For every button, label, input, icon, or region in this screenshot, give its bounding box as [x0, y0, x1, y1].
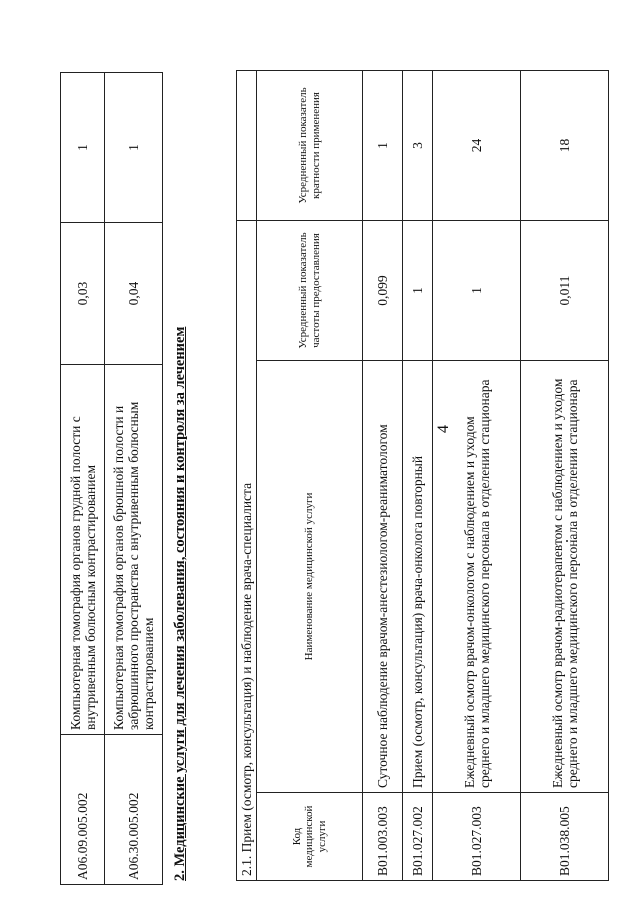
frequency-value: 0,011 [521, 221, 609, 361]
table-row [363, 71, 403, 881]
service-code: B01.027.002 [403, 793, 433, 881]
service-name: Компьютерная томография органов грудной полости с внутривенным болюсным контрастированием [61, 365, 105, 735]
service-name: Компьютерная томография органов брюшной полости и забрюшинного пространства с внутривенным болюсным контрастированием [105, 365, 163, 735]
services-table [236, 70, 609, 881]
service-code: B01.038.005 [521, 793, 609, 881]
multiplicity-value: 1 [61, 73, 105, 223]
header-name: Наименование медицинской услуги [257, 361, 363, 793]
table-row [61, 73, 105, 885]
service-code: A06.09.005.002 [61, 735, 105, 885]
service-name: Ежедневный осмотр врачом-онкологом с наблюдением и уходом среднего и младшего медицинского персонала в отделении стационара [433, 361, 521, 793]
table-row [521, 71, 609, 881]
service-name: Прием (осмотр, консультация) врача-онколога повторный [403, 361, 433, 793]
multiplicity-value: 3 [403, 71, 433, 221]
page-number: 4 [435, 425, 452, 433]
header-row [257, 71, 363, 881]
table-row [433, 71, 521, 881]
service-name: Ежедневный осмотр врачом-радиотерапевтом с наблюдением и уходом среднего и младшего медицинского персонала в отделении стационара [521, 361, 609, 793]
multiplicity-value: 18 [521, 71, 609, 221]
header-code: Код медицинской услуги [257, 793, 363, 881]
header-frequency: Усредненный показатель частоты предоставления [257, 221, 363, 361]
frequency-value: 0,03 [61, 223, 105, 365]
section-heading: 2. Медицинские услуги для лечения заболевания, состояния и контроля за лечением [172, 326, 188, 881]
table-row [105, 73, 163, 885]
multiplicity-value: 1 [363, 71, 403, 221]
services-table-continued [60, 72, 163, 885]
service-name: Суточное наблюдение врачом-анестезиологом-реаниматологом [363, 361, 403, 793]
service-code: A06.30.005.002 [105, 735, 163, 885]
subsection-heading: 2.1. Прием (осмотр, консультация) и наблюдение врача-специалиста [237, 221, 257, 881]
frequency-value: 1 [403, 221, 433, 361]
header-multiplicity: Усредненный показатель кратности применения [257, 71, 363, 221]
frequency-value: 0,04 [105, 223, 163, 365]
frequency-value: 0,099 [363, 221, 403, 361]
service-code: B01.027.003 [433, 793, 521, 881]
multiplicity-value: 1 [105, 73, 163, 223]
empty-cell [237, 71, 257, 221]
service-code: B01.003.003 [363, 793, 403, 881]
subsection-row [237, 71, 257, 881]
table-row [403, 71, 433, 881]
multiplicity-value: 24 [433, 71, 521, 221]
rotated-page-content [60, 15, 630, 885]
frequency-value: 1 [433, 221, 521, 361]
